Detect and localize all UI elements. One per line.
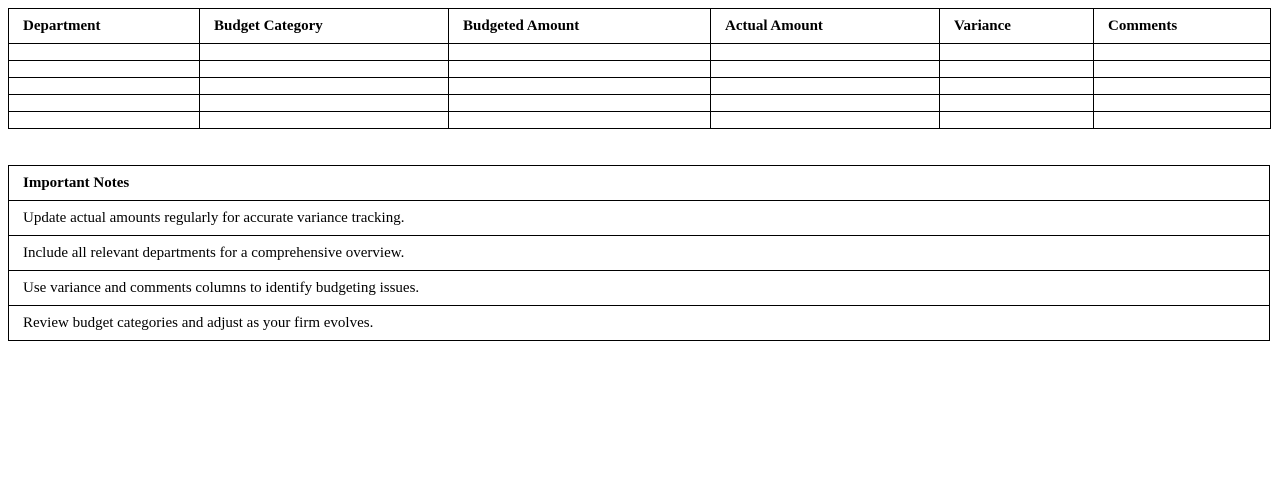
note-item: Update actual amounts regularly for accurate variance tracking. [9,201,1270,236]
notes-row [9,271,1270,306]
table-cell[interactable] [940,61,1094,78]
table-cell[interactable] [711,95,940,112]
table-cell[interactable] [940,44,1094,61]
table-cell[interactable] [200,44,449,61]
note-item: Use variance and comments columns to identify budgeting issues. [9,271,1270,306]
notes-title: Important Notes [9,166,1270,201]
table-cell[interactable] [711,61,940,78]
table-cell[interactable] [711,78,940,95]
table-cell[interactable] [1094,78,1271,95]
table-cell[interactable] [1094,95,1271,112]
table-cell[interactable] [9,112,200,129]
header-comments: Comments [1094,9,1271,44]
table-cell[interactable] [1094,44,1271,61]
notes-row [9,236,1270,271]
table-header-row [9,9,1271,44]
table-cell[interactable] [711,44,940,61]
table-cell[interactable] [449,95,711,112]
table-cell[interactable] [9,78,200,95]
notes-header-row [9,166,1270,201]
notes-row [9,306,1270,341]
table-cell[interactable] [940,78,1094,95]
table-cell[interactable] [9,95,200,112]
header-variance: Variance [940,9,1094,44]
table-cell[interactable] [940,112,1094,129]
table-row [9,112,1271,129]
header-budgeted-amount: Budgeted Amount [449,9,711,44]
table-cell[interactable] [9,44,200,61]
table-cell[interactable] [1094,112,1271,129]
table-cell[interactable] [940,95,1094,112]
header-department: Department [9,9,200,44]
table-row [9,61,1271,78]
note-item: Include all relevant departments for a comprehensive overview. [9,236,1270,271]
table-cell[interactable] [200,78,449,95]
header-budget-category: Budget Category [200,9,449,44]
table-cell[interactable] [711,112,940,129]
table-cell[interactable] [200,61,449,78]
notes-table [8,165,1270,341]
note-item: Review budget categories and adjust as your firm evolves. [9,306,1270,341]
budget-table [8,8,1271,129]
table-cell[interactable] [449,44,711,61]
table-cell[interactable] [449,61,711,78]
table-cell[interactable] [1094,61,1271,78]
table-cell[interactable] [200,95,449,112]
table-cell[interactable] [200,112,449,129]
notes-row [9,201,1270,236]
table-row [9,78,1271,95]
table-row [9,44,1271,61]
table-cell[interactable] [9,61,200,78]
table-cell[interactable] [449,78,711,95]
header-actual-amount: Actual Amount [711,9,940,44]
table-cell[interactable] [449,112,711,129]
table-row [9,95,1271,112]
